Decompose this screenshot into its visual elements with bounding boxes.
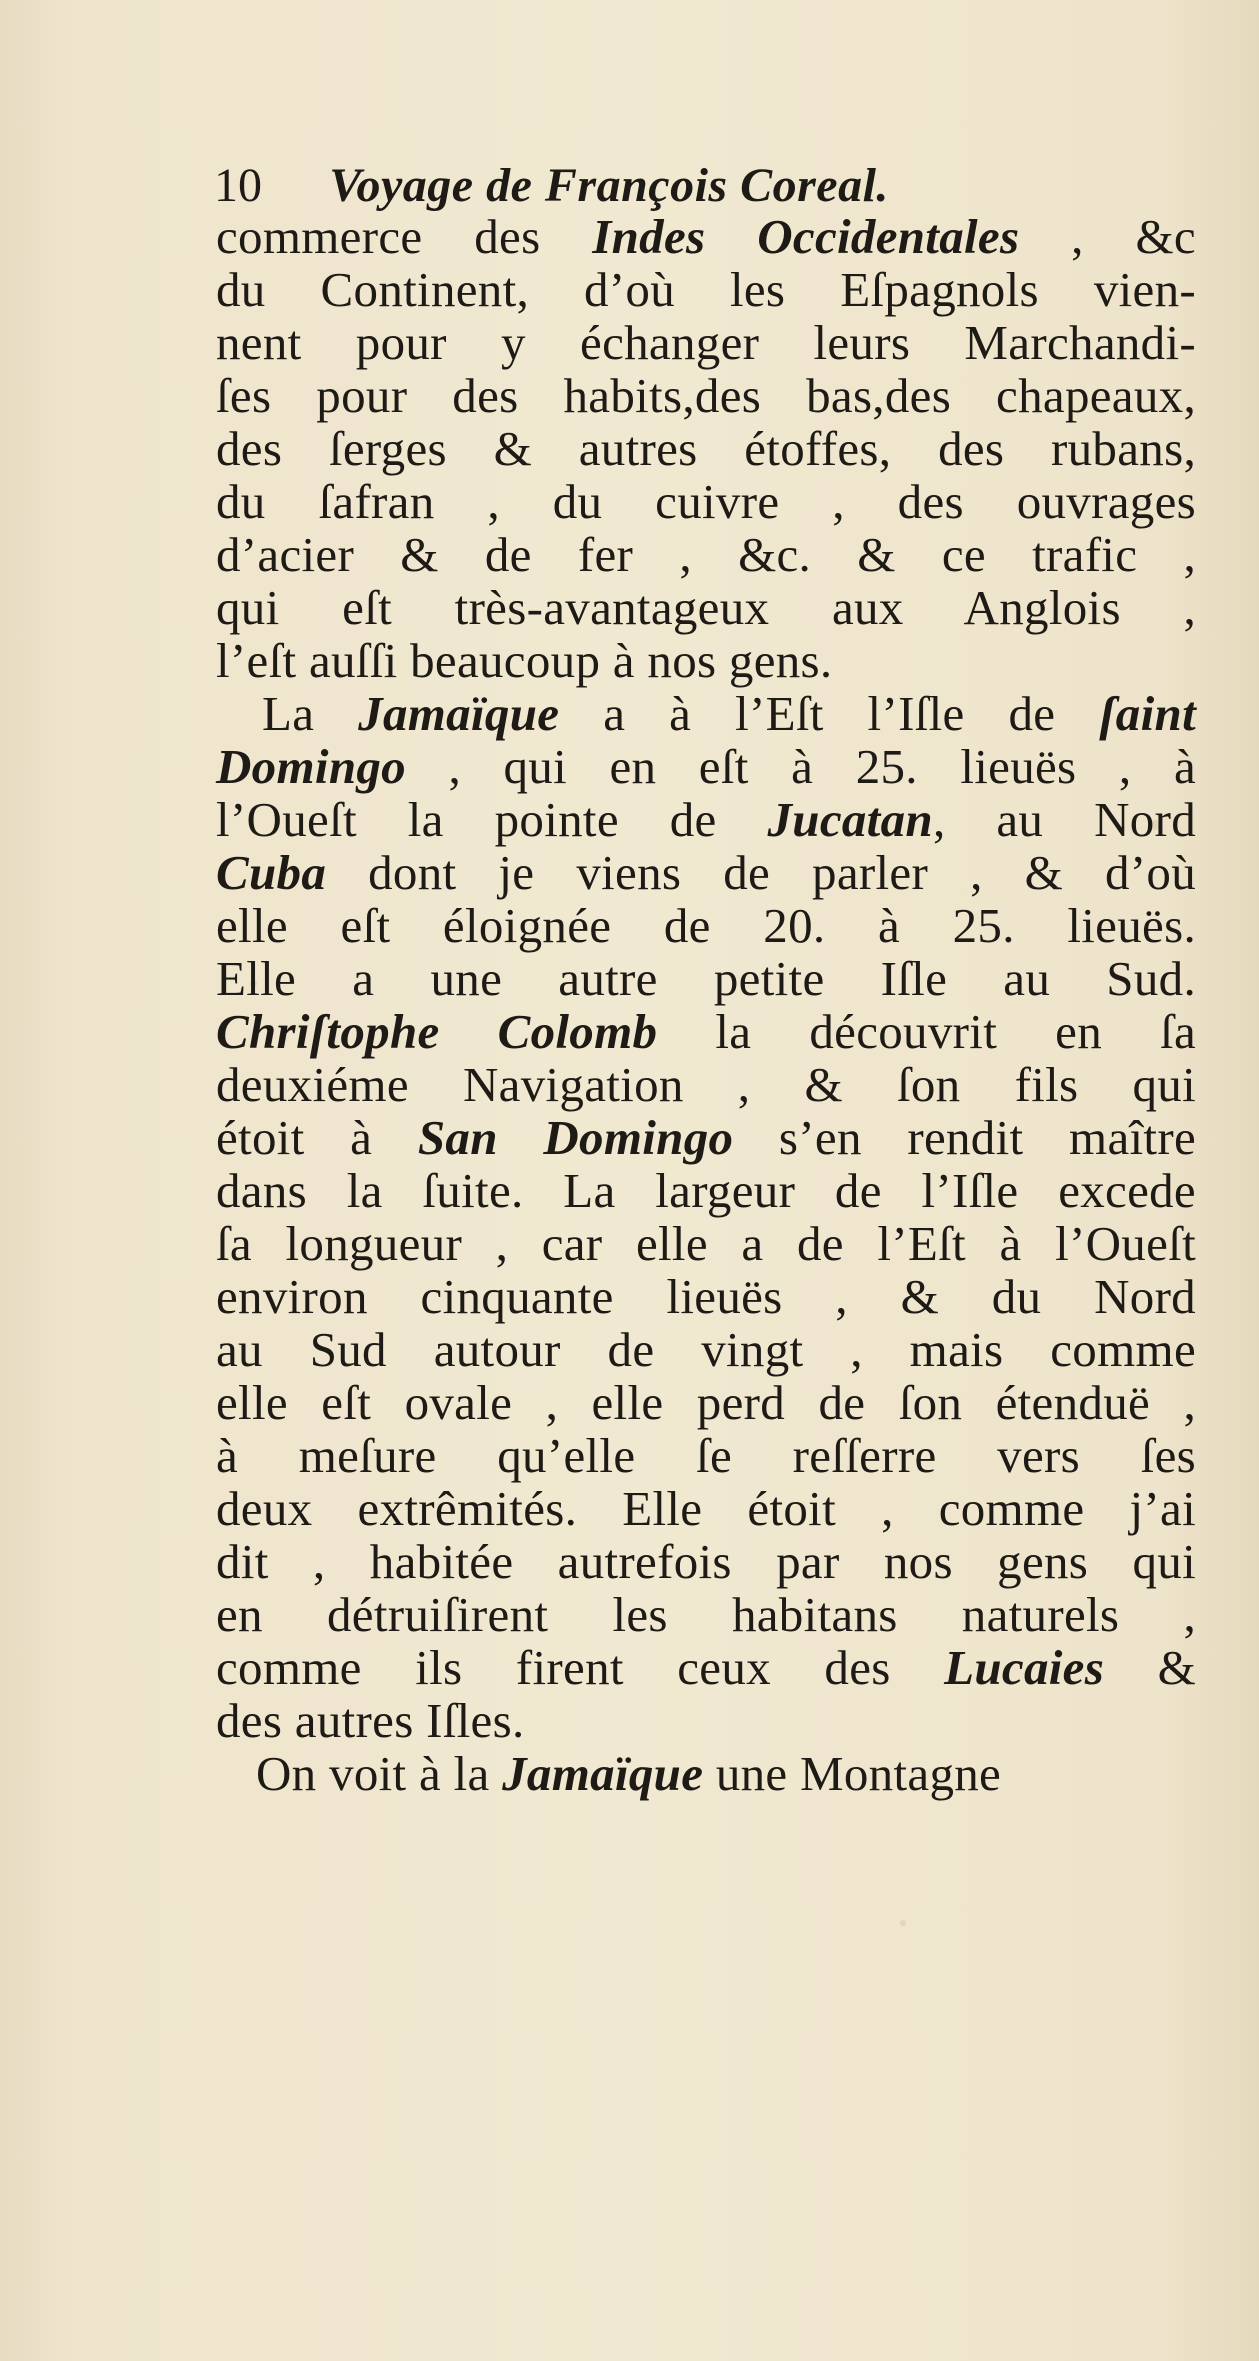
text-line (216, 740, 1196, 793)
page-number: 10 (214, 159, 262, 212)
text-segment: l’eſt auſſi beaucoup à nos gens. (216, 633, 833, 688)
text-segment: du ſafran , du cuivre , des ouvrages (216, 474, 1196, 529)
text-segment: nent pour y échanger leurs Marchandi- (216, 315, 1196, 370)
text-segment: comme ils firent ceux des (216, 1640, 945, 1695)
text-segment: des autres Iſles. (216, 1693, 525, 1748)
text-segment: La (262, 686, 359, 741)
running-title: Voyage de François Coreal. (329, 159, 889, 212)
text-segment: du Continent, d’où les Eſpagnols vien- (216, 262, 1196, 317)
text-segment: Elle a une autre petite Iſle au Sud. (216, 951, 1196, 1006)
text-line (216, 581, 1196, 634)
text-segment: & (1104, 1640, 1197, 1695)
text-line (216, 1535, 1196, 1588)
text-line (216, 1164, 1196, 1217)
text-segment: , au Nord (932, 792, 1197, 847)
text-line (216, 1376, 1196, 1429)
text-line (216, 793, 1196, 846)
text-segment: environ cinquante lieuës , & du Nord (216, 1269, 1196, 1324)
text-segment: en détruiſirent les habitans naturels , (216, 1587, 1196, 1642)
text-line (216, 634, 1196, 687)
text-segment: l’Oueſt la pointe de (216, 792, 768, 847)
text-line (216, 1482, 1196, 1535)
text-segment: dans la ſuite. La largeur de l’Iſle excede (216, 1163, 1196, 1218)
text-line (216, 1429, 1196, 1482)
text-line (216, 687, 1196, 740)
text-line (216, 1694, 1196, 1747)
italic-text: Jamaïque (358, 686, 560, 741)
text-line (216, 1641, 1196, 1694)
italic-text: Indes Occidentales (592, 209, 1020, 264)
text-line (216, 210, 1196, 263)
text-segment: a à l’Eſt l’Iſle de (559, 686, 1100, 741)
body-text (216, 210, 1196, 1800)
text-segment: deux extrêmités. Elle étoit , comme j’ai (216, 1481, 1196, 1536)
text-segment: , qui en eſt à 25. lieuës , à (405, 739, 1196, 794)
text-segment: On voit à la (256, 1746, 503, 1801)
text-segment: d’acier & de fer , &c. & ce trafic , (216, 527, 1196, 582)
text-segment: elle eſt ovale , elle perd de ſon étenduë , (216, 1375, 1196, 1430)
italic-text: Jamaïque (502, 1746, 704, 1801)
text-segment: une Montagne (703, 1746, 1002, 1801)
italic-text: San Domingo (417, 1110, 734, 1165)
text-line (216, 1058, 1196, 1111)
italic-text: Cuba (216, 845, 327, 900)
text-segment: au Sud autour de vingt , mais comme (216, 1322, 1196, 1377)
text-segment: ſa longueur , car elle a de l’Eſt à l’Oueſt (216, 1216, 1196, 1271)
text-segment: commerce des (216, 209, 593, 264)
text-segment: elle eſt éloignée de 20. à 25. lieuës. (216, 898, 1196, 953)
italic-text: Chriſtophe Colomb (216, 1004, 658, 1059)
text-segment: deuxiéme Navigation , & ſon fils qui (216, 1057, 1196, 1112)
text-segment: dont je viens de parler , & d’où (326, 845, 1196, 900)
italic-text: Lucaies (944, 1640, 1105, 1695)
text-segment: qui eſt très-avantageux aux Anglois , (216, 580, 1196, 635)
text-line (216, 528, 1196, 581)
text-line (216, 263, 1196, 316)
text-line (216, 475, 1196, 528)
text-segment: étoit à (216, 1110, 418, 1165)
text-segment: à meſure qu’elle ſe reſſerre vers ſes (216, 1428, 1196, 1483)
text-segment: des ſerges & autres étoffes, des rubans, (216, 421, 1196, 476)
text-line (216, 369, 1196, 422)
text-segment: la découvrit en ſa (657, 1004, 1197, 1059)
text-line (216, 1588, 1196, 1641)
text-segment: ſes pour des habits,des bas,des chapeaux, (216, 368, 1196, 423)
text-segment: s’en rendit maître (733, 1110, 1196, 1165)
text-line (216, 1270, 1196, 1323)
text-line (216, 316, 1196, 369)
text-segment: dit , habitée autrefois par nos gens qui (216, 1534, 1196, 1589)
text-line (216, 1747, 1196, 1800)
text-line (216, 1323, 1196, 1376)
text-line (216, 1111, 1196, 1164)
italic-text: ſaint (1099, 686, 1196, 741)
italic-text: Domingo (216, 739, 406, 794)
text-line (216, 1005, 1196, 1058)
text-line (216, 899, 1196, 952)
text-line (216, 952, 1196, 1005)
text-line (216, 422, 1196, 475)
text-line (216, 1217, 1196, 1270)
text-segment: , &c (1019, 209, 1196, 264)
italic-text: Jucatan (767, 792, 933, 847)
paper-spot (900, 1920, 906, 1926)
text-line (216, 846, 1196, 899)
